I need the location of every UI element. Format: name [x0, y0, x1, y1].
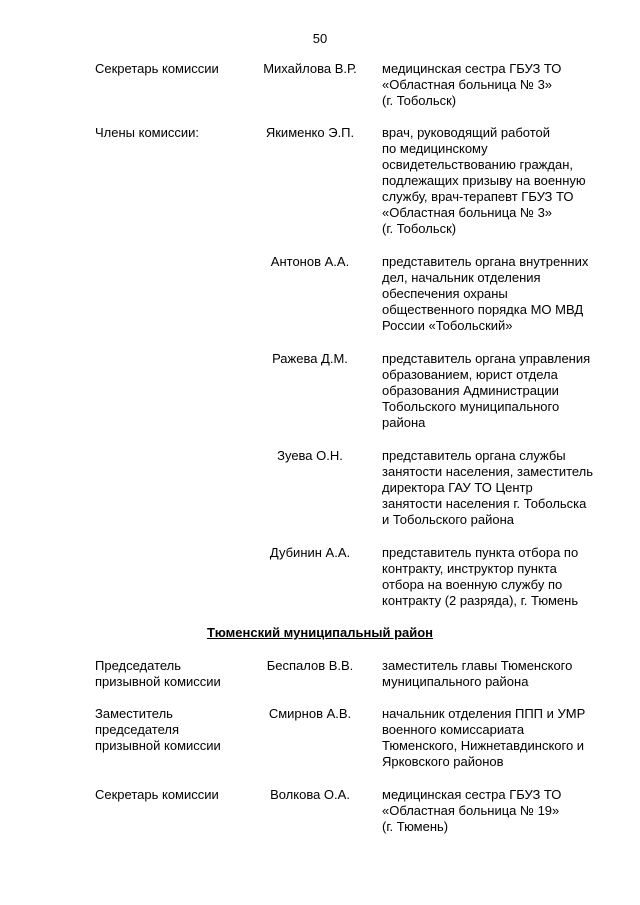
entry-position: представитель пункта отбора по контракту, инструктор пункта отбора на военную службу по контракту (2 разряда), г. Тюмень: [382, 545, 579, 608]
section-heading: Тюменский муниципальный район: [206, 625, 434, 640]
entry-person-name: Антонов А.А.: [270, 254, 350, 269]
entry-person-name: Зуева О.Н.: [277, 448, 343, 463]
entry-position: медицинская сестра ГБУЗ ТО «Областная больница № 3» (г. Тобольск): [382, 61, 562, 108]
page-number: 50: [312, 31, 328, 46]
entry-person-name: Смирнов А.В.: [268, 706, 352, 721]
entry-position: представитель органа управления образованием, юрист отдела образования Администрации Тобольского муниципального района: [382, 351, 591, 430]
entry-person-name: Волкова О.А.: [270, 787, 350, 802]
entry-role: Заместитель председателя призывной комиссии: [95, 706, 221, 753]
entry-role: Члены комиссии:: [95, 125, 200, 140]
entry-position: представитель органа службы занятости населения, заместитель директора ГАУ ТО Центр занятости населения г. Тобольска и Тобольского района: [382, 448, 594, 527]
entry-position: заместитель главы Тюменского муниципального района: [382, 658, 573, 689]
entry-position: врач, руководящий работой по медицинскому освидетельствованию граждан, подлежащих призыву на военную службу, врач-терапевт ГБУЗ ТО «Областная больница № 3» (г. Тобольск): [382, 125, 586, 236]
entry-role: Секретарь комиссии: [95, 61, 219, 76]
entry-role: Секретарь комиссии: [95, 787, 219, 802]
entry-person-name: Ражева Д.М.: [272, 351, 348, 366]
entry-position: медицинская сестра ГБУЗ ТО «Областная больница № 19» (г. Тюмень): [382, 787, 562, 834]
entry-person-name: Якименко Э.П.: [265, 125, 355, 140]
entry-person-name: Дубинин А.А.: [269, 545, 351, 560]
entry-role: Председатель призывной комиссии: [95, 658, 221, 689]
entry-position: начальник отделения ППП и УМР военного комиссариата Тюменского, Нижнетавдинского и Ярковского районов: [382, 706, 586, 769]
entry-person-name: Беспалов В.В.: [266, 658, 354, 673]
entry-person-name: Михайлова В.Р.: [263, 61, 357, 76]
entry-position: представитель органа внутренних дел, начальник отделения обеспечения охраны общественного порядка МО МВД России «Тобольский»: [382, 254, 589, 333]
